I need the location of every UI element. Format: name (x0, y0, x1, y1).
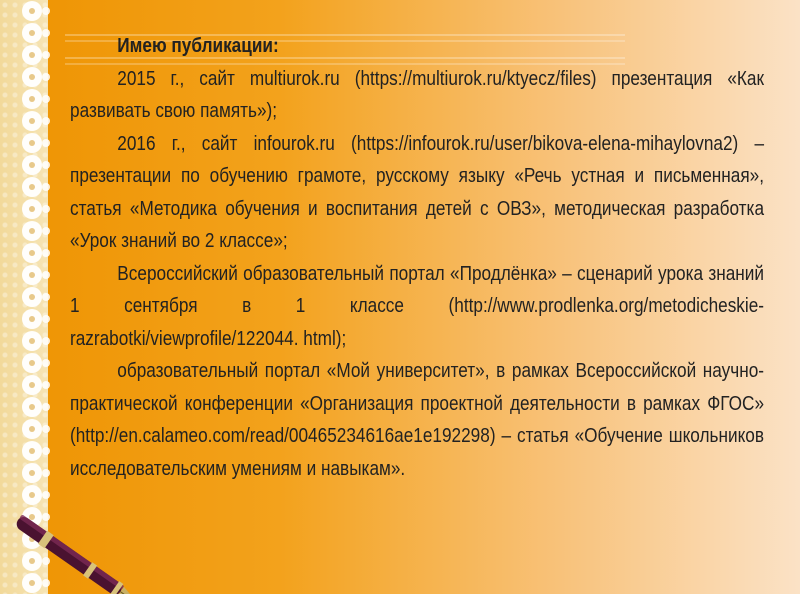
paragraph-infourok: 2016 г., сайт infourok.ru (https://infourok.ru/user/bikova-elena-mihaylovna2) – презентации по обучению грамоте, русскому языку «Речь устная и письменная», статья «Методика обучения и воспитания детей с ОВЗ», методическая разработка «Урок знаний во 2 классе»; (70, 132, 765, 252)
paragraph-university: образовательный портал «Мой университет», в рамках Всероссийской научно-практической конференции «Организация проектной деятельности в рамках ФГОС» (http://en.calameo.com/read/00465234616ae1e192298) – статья «Обучение школьников исследовательским умениям и навыкам». (70, 360, 765, 480)
bottom-strip (0, 594, 800, 600)
heading: Имею публикации: (117, 35, 279, 57)
paragraph-multiurok: 2015 г., сайт multiurok.ru (https://multiurok.ru/ktyecz/files) презентация «Как развивать свою память»); (70, 67, 765, 122)
publications-text (70, 30, 764, 485)
paragraph-prodlenka: Всероссийский образовательный портал «Продлёнка» – сценарий урока знаний 1 сентября в 1 классе (http://www.prodlenka.org/metodicheskie-razrabotki/viewprofile/122044. html); (70, 262, 765, 350)
fountain-pen-icon (0, 460, 150, 600)
